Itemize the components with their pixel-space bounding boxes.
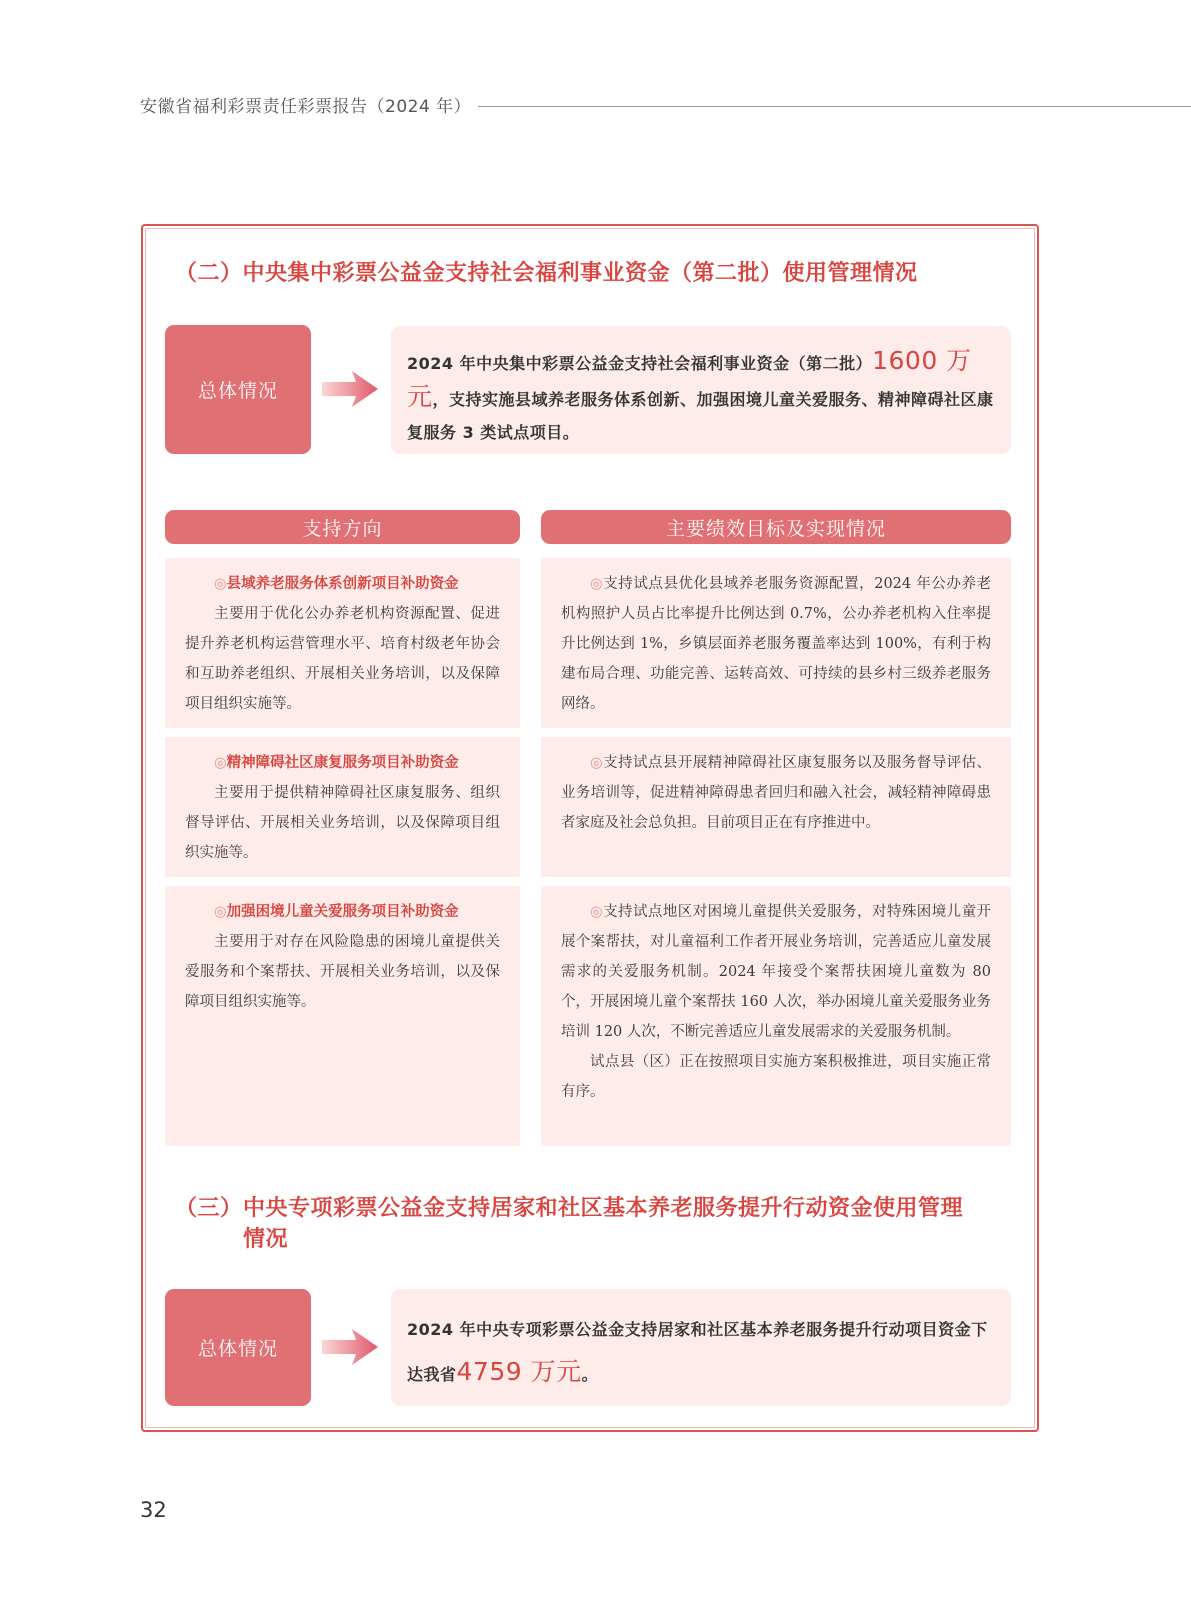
card-title: 县域养老服务体系创新项目补助资金: [226, 576, 459, 592]
card-body: 支持试点县优化县域养老服务资源配置，2024 年公办养老机构照护人员占比率提升比例达到 0.7%，公办养老机构入住率提升比例达到 1%，乡镇层面养老服务覆盖率达到 100%，有利于构建布局合理、功能完善、运转高效、可持续的县乡村三级养老服务网络。: [561, 576, 991, 712]
report-header-title: 安徽省福利彩票责任彩票报告（2024 年）: [140, 97, 472, 117]
page-number: 32: [140, 1498, 167, 1522]
section2-summary-post: ，支持实施县域养老服务体系创新、加强困境儿童关爱服务、精神障碍社区康复服务 3 类试点项目。: [407, 390, 994, 442]
card-title: 加强困境儿童关爱服务项目补助资金: [226, 904, 459, 920]
arrow-right-icon: [322, 371, 378, 407]
bullet-icon: ◎: [590, 755, 604, 771]
section2-overview-tag: 总体情况: [165, 325, 311, 454]
card-extra: 试点县（区）正在按照项目实施方案积极推进，项目实施正常有序。: [561, 1054, 991, 1100]
support-direction-card-2: [165, 737, 520, 877]
section3-summary-pre: 2024 年中央专项彩票公益金支持居家和社区基本养老服务提升行动项目资金下达我省: [407, 1320, 988, 1384]
bullet-icon: ◎: [590, 904, 604, 920]
arrow-right-icon: [322, 1329, 378, 1365]
column-header-performance-goals: 主要绩效目标及实现情况: [541, 510, 1011, 544]
support-direction-card-1: [165, 558, 520, 728]
performance-card-3: [541, 886, 1011, 1146]
section3-title: [175, 1193, 1015, 1255]
card-body: 主要用于提供精神障碍社区康复服务、组织督导评估、开展相关业务培训，以及保障项目组织实施等。: [185, 785, 500, 861]
header-rule: [478, 106, 1191, 107]
card-body: 主要用于对存在风险隐患的困境儿童提供关爱服务和个案帮扶、开展相关业务培训，以及保障项目组织实施等。: [185, 934, 500, 1010]
bullet-icon: ◎: [214, 576, 227, 592]
support-direction-card-3: [165, 886, 520, 1146]
card-body: 主要用于优化公办养老机构资源配置、促进提升养老机构运营管理水平、培育村级老年协会和互助养老组织、开展相关业务培训，以及保障项目组织实施等。: [185, 606, 500, 712]
card-body: 支持试点县开展精神障碍社区康复服务以及服务督导评估、业务培训等，促进精神障碍患者回归和融入社会，减轻精神障碍患者家庭及社会总负担。目前项目正在有序推进中。: [561, 755, 991, 831]
bullet-icon: ◎: [214, 904, 227, 920]
performance-card-1: [541, 558, 1011, 728]
section3-title-line1: 中央专项彩票公益金支持居家和社区基本养老服务提升行动资金使用管理: [243, 1196, 964, 1221]
section3-overview-tag: 总体情况: [165, 1289, 311, 1406]
section2-summary: [391, 326, 1011, 454]
section2-title: （二）中央集中彩票公益金支持社会福利事业资金（第二批）使用管理情况: [175, 261, 918, 286]
card-title: 精神障碍社区康复服务项目补助资金: [226, 755, 459, 771]
column-header-support-direction: 支持方向: [165, 510, 520, 544]
section3-title-line2: 情况: [243, 1227, 289, 1252]
section3-title-prefix: （三）: [175, 1196, 243, 1221]
section3-summary-amount: 4759 万元: [456, 1357, 582, 1386]
section2-summary-pre: 2024 年中央集中彩票公益金支持社会福利事业资金（第二批）: [407, 354, 873, 373]
bullet-icon: ◎: [590, 576, 604, 592]
section3-summary: [391, 1289, 1011, 1406]
performance-card-2: [541, 737, 1011, 877]
section3-summary-post: 。: [581, 1365, 599, 1384]
bullet-icon: ◎: [214, 755, 227, 771]
card-body: 支持试点地区对困境儿童提供关爱服务，对特殊困境儿童开展个案帮扶，对儿童福利工作者开展业务培训，完善适应儿童发展需求的关爱服务机制。2024 年接受个案帮扶困境儿童数为 80 个，开展困境儿童个案帮扶 160 人次，举办困境儿童关爱服务业务培训 120 人次，不断完善适应儿童发展需求的关爱服务机制。: [561, 904, 991, 1040]
section2-summary-amount: 1600 万元: [407, 346, 972, 411]
